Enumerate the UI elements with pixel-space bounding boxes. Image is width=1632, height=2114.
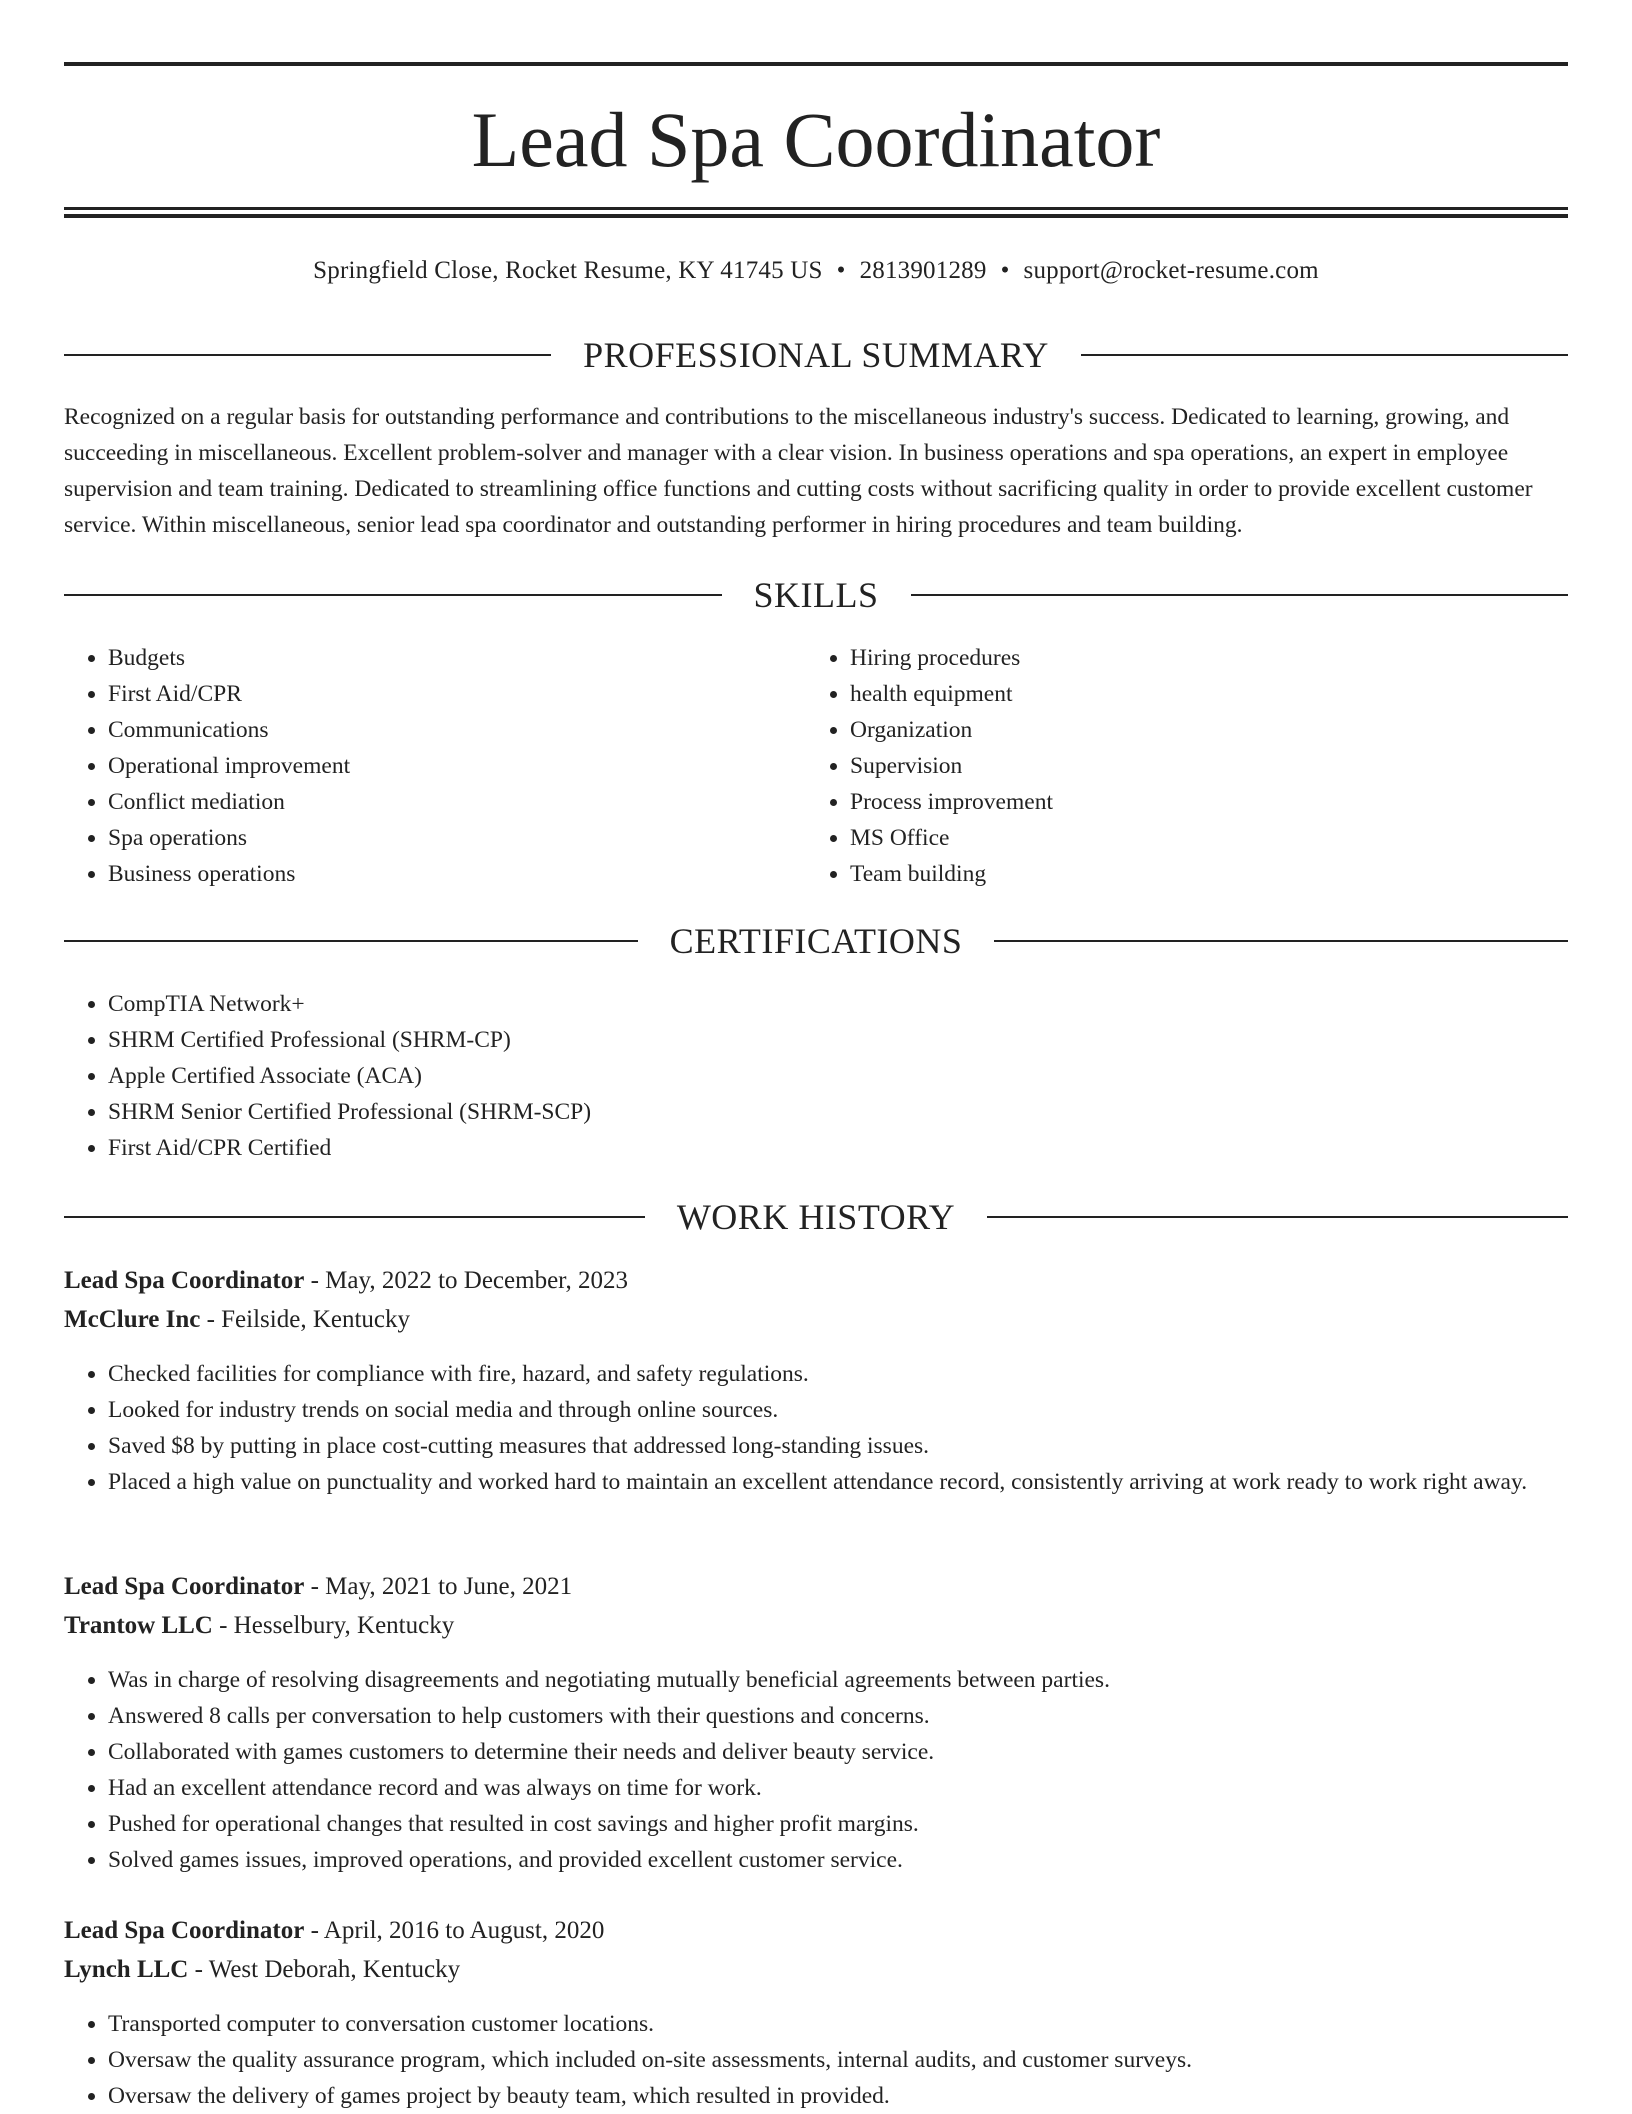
skills-list-right (806, 640, 1550, 892)
job-bullet: • Checked facilities for compliance with fire, hazard, and safety regulations. (108, 1356, 1568, 1392)
section-title: SKILLS (753, 575, 879, 615)
skills-section-header (64, 573, 1568, 617)
job-dates: - May, 2022 to December, 2023 (304, 1267, 628, 1294)
job-bullet: • Looked for industry trends on social media and through online sources. (108, 1392, 1568, 1428)
section-rule (64, 1216, 645, 1218)
section-rule (64, 940, 638, 942)
job-title-line (64, 1913, 1568, 1949)
job-company-line (64, 1952, 1568, 1988)
job-bullet: • Oversaw the delivery of games project by beauty team, which resulted in provided. (108, 2078, 1568, 2114)
job-location: - West Deborah, Kentucky (188, 1956, 461, 1983)
job-title: Lead Spa Coordinator (64, 1917, 305, 1944)
job-location: - Hesselbury, Kentucky (212, 1612, 455, 1639)
summary-text: Recognized on a regular basis for outstanding performance and contributions to the miscellaneous industry's success. Dedicated to learning, growing, and succeeding in miscellaneous. Excellent problem-solver and manager with a clear vision. In business operations and spa operations, an expert in employee supervision and team training. Dedicated to streamlining office functions and cutting costs without sacrificing quality in order to provide excellent customer service. Within miscellaneous, senior lead spa coordinator and outstanding performer in hiring procedures and team building. (64, 404, 1533, 538)
job-company-line (64, 1302, 1568, 1338)
skill-item: • health equipment (850, 676, 1550, 712)
job-dates: - April, 2016 to August, 2020 (304, 1917, 605, 1944)
skill-item: • Team building (850, 856, 1550, 892)
section-title: CERTIFICATIONS (669, 921, 963, 961)
job-dates: - May, 2021 to June, 2021 (304, 1573, 573, 1600)
header-double-rule-lower (64, 214, 1568, 218)
skill-item: • Operational improvement (108, 748, 808, 784)
job-bullet: • Placed a high value on punctuality and worked hard to maintain an excellent attendance record, consistently arriving at work ready to work right away. (108, 1464, 1568, 1500)
section-rule (987, 1216, 1568, 1218)
skill-item: • Conflict mediation (108, 784, 808, 820)
certification-item: • SHRM Senior Certified Professional (SHRM-SCP) (108, 1094, 1568, 1130)
job-bullets (64, 2006, 1568, 2114)
header-top-rule (64, 62, 1568, 66)
header-double-rule-upper (64, 207, 1568, 210)
skill-item: • Business operations (108, 856, 808, 892)
skill-item: • Organization (850, 712, 1550, 748)
job-bullet: • Transported computer to conversation customer locations. (108, 2006, 1568, 2042)
job-company: Lynch LLC (64, 1956, 189, 1983)
section-rule (64, 594, 722, 596)
job-bullet: • Collaborated with games customers to determine their needs and deliver beauty service. (108, 1734, 1568, 1770)
certification-item: • First Aid/CPR Certified (108, 1130, 1568, 1166)
skill-item: • First Aid/CPR (108, 676, 808, 712)
job-company: Trantow LLC (64, 1612, 213, 1639)
contact-phone: 2813901289 (859, 257, 987, 284)
skill-item: • MS Office (850, 820, 1550, 856)
section-rule (994, 940, 1568, 942)
section-rule (911, 594, 1569, 596)
certifications-section-header (64, 919, 1568, 963)
contact-email: support@rocket-resume.com (1023, 257, 1319, 284)
skill-item: • Communications (108, 712, 808, 748)
skill-item: • Budgets (108, 640, 808, 676)
section-title: PROFESSIONAL SUMMARY (583, 335, 1049, 375)
job-bullet: • Solved games issues, improved operations, and provided excellent customer service. (108, 1842, 1568, 1878)
job-title-line (64, 1263, 1568, 1299)
job-bullet: • Oversaw the quality assurance program, which included on-site assessments, internal audits, and customer surveys. (108, 2042, 1568, 2078)
certifications-list (64, 986, 1568, 1166)
job-company-line (64, 1608, 1568, 1644)
job-bullets (64, 1356, 1568, 1500)
job-title: Lead Spa Coordinator (64, 1267, 305, 1294)
job-title: Lead Spa Coordinator (64, 1573, 305, 1600)
job-company: McClure Inc (64, 1306, 201, 1333)
certification-item: • Apple Certified Associate (ACA) (108, 1058, 1568, 1094)
skill-item: • Spa operations (108, 820, 808, 856)
job-bullet: • Had an excellent attendance record and was always on time for work. (108, 1770, 1568, 1806)
skill-item: • Process improvement (850, 784, 1550, 820)
certification-item: • CompTIA Network+ (108, 986, 1568, 1022)
job-bullet: • Was in charge of resolving disagreements and negotiating mutually beneficial agreements between parties. (108, 1662, 1568, 1698)
job-location: - Feilside, Kentucky (200, 1306, 411, 1333)
section-rule (1081, 354, 1568, 356)
job-bullet: • Pushed for operational changes that resulted in cost savings and higher profit margins. (108, 1806, 1568, 1842)
skills-list-left (64, 640, 808, 892)
summary-section-header (64, 333, 1568, 377)
work-history-section-header (64, 1195, 1568, 1239)
certification-item: • SHRM Certified Professional (SHRM-CP) (108, 1022, 1568, 1058)
skill-item: • Supervision (850, 748, 1550, 784)
section-title: WORK HISTORY (676, 1197, 956, 1237)
contact-separator: • (836, 257, 846, 284)
job-bullet: • Answered 8 calls per conversation to help customers with their questions and concerns. (108, 1698, 1568, 1734)
skill-item: • Hiring procedures (850, 640, 1550, 676)
resume-name: Lead Spa Coordinator (471, 96, 1161, 183)
job-bullets (64, 1662, 1568, 1878)
contact-line (64, 254, 1568, 288)
contact-separator: • (1000, 257, 1010, 284)
job-title-line (64, 1569, 1568, 1605)
job-bullet: • Saved $8 by putting in place cost-cutting measures that addressed long-standing issues. (108, 1428, 1568, 1464)
section-rule (64, 354, 551, 356)
contact-address: Springfield Close, Rocket Resume, KY 41745 US (313, 257, 823, 284)
